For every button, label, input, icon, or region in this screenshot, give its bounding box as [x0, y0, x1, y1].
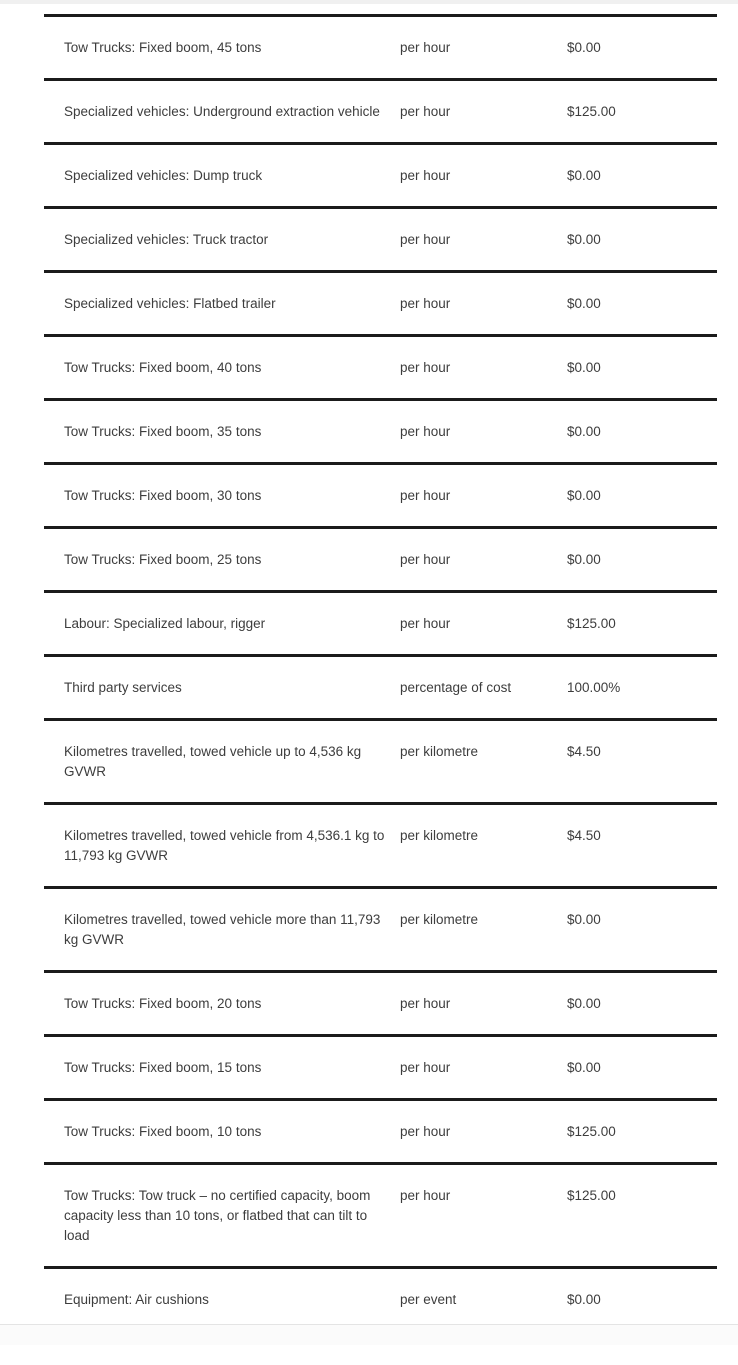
- service-name-cell: Tow Trucks: Tow truck – no certified capacity, boom capacity less than 10 tons, or flatbed that can tilt to load: [64, 1188, 371, 1243]
- service-name-cell: Tow Trucks: Fixed boom, 45 tons: [64, 40, 262, 55]
- service-name-cell: Tow Trucks: Fixed boom, 30 tons: [64, 488, 262, 503]
- unit-of-measure-cell: per hour: [400, 1124, 451, 1139]
- top-divider-strip: [0, 0, 738, 4]
- unit-of-measure-cell: per hour: [400, 1188, 451, 1203]
- service-name-cell: Specialized vehicles: Underground extraction vehicle: [64, 104, 380, 119]
- rate-value-cell: $0.00: [567, 1292, 601, 1307]
- rate-value-cell: $125.00: [567, 104, 616, 119]
- rate-row: [44, 1034, 717, 1098]
- rate-value-cell: $0.00: [567, 552, 601, 567]
- rate-row: [44, 718, 717, 802]
- rate-row: [44, 14, 717, 78]
- unit-of-measure-cell: per hour: [400, 168, 451, 183]
- rate-row: [44, 526, 717, 590]
- rate-value-cell: 100.00%: [567, 680, 621, 695]
- rate-value-cell: $0.00: [567, 1060, 601, 1075]
- unit-of-measure-cell: per event: [400, 1292, 457, 1307]
- rate-row: [44, 78, 717, 142]
- rate-value-cell: $125.00: [567, 1188, 616, 1203]
- unit-of-measure-cell: per hour: [400, 1060, 451, 1075]
- rate-value-cell: $0.00: [567, 296, 601, 311]
- unit-of-measure-cell: per kilometre: [400, 828, 479, 843]
- service-name-cell: Labour: Specialized labour, rigger: [64, 616, 266, 631]
- rate-value-cell: $0.00: [567, 168, 601, 183]
- unit-of-measure-cell: per hour: [400, 40, 451, 55]
- unit-of-measure-cell: per hour: [400, 424, 451, 439]
- service-name-cell: Tow Trucks: Fixed boom, 40 tons: [64, 360, 262, 375]
- unit-of-measure-cell: per hour: [400, 996, 451, 1011]
- service-name-cell: Tow Trucks: Fixed boom, 15 tons: [64, 1060, 262, 1075]
- rate-row: [44, 802, 717, 886]
- service-name-cell: Tow Trucks: Fixed boom, 20 tons: [64, 996, 262, 1011]
- service-name-cell: Tow Trucks: Fixed boom, 35 tons: [64, 424, 262, 439]
- service-name-cell: Kilometres travelled, towed vehicle more than 11,793 kg GVWR: [64, 912, 381, 947]
- service-name-cell: Specialized vehicles: Truck tractor: [64, 232, 269, 247]
- rate-row: [44, 1162, 717, 1266]
- rate-value-cell: $0.00: [567, 996, 601, 1011]
- unit-of-measure-cell: per hour: [400, 296, 451, 311]
- service-name-cell: Equipment: Air cushions: [64, 1292, 209, 1307]
- bottom-divider-rule: [0, 1324, 738, 1345]
- service-name-cell: Tow Trucks: Fixed boom, 10 tons: [64, 1124, 262, 1139]
- unit-of-measure-cell: per kilometre: [400, 744, 479, 759]
- unit-of-measure-cell: per hour: [400, 360, 451, 375]
- service-name-cell: Kilometres travelled, towed vehicle up to 4,536 kg GVWR: [64, 744, 362, 779]
- rate-value-cell: $0.00: [567, 488, 601, 503]
- unit-of-measure-cell: per hour: [400, 488, 451, 503]
- rate-row: [44, 1266, 717, 1324]
- rate-row: [44, 590, 717, 654]
- rate-row: [44, 970, 717, 1034]
- rate-row: [44, 142, 717, 206]
- unit-of-measure-cell: per hour: [400, 616, 451, 631]
- rate-value-cell: $0.00: [567, 232, 601, 247]
- rate-value-cell: $4.50: [567, 744, 601, 759]
- rate-row: [44, 886, 717, 970]
- service-name-cell: Tow Trucks: Fixed boom, 25 tons: [64, 552, 262, 567]
- rate-value-cell: $0.00: [567, 40, 601, 55]
- rate-value-cell: $0.00: [567, 360, 601, 375]
- rate-value-cell: $125.00: [567, 616, 616, 631]
- rate-value-cell: $0.00: [567, 424, 601, 439]
- rate-row: [44, 206, 717, 270]
- rate-row: [44, 334, 717, 398]
- service-name-cell: Specialized vehicles: Dump truck: [64, 168, 263, 183]
- rate-row: [44, 398, 717, 462]
- service-name-cell: Specialized vehicles: Flatbed trailer: [64, 296, 276, 311]
- unit-of-measure-cell: per hour: [400, 552, 451, 567]
- service-name-cell: Third party services: [64, 680, 182, 695]
- rate-value-cell: $125.00: [567, 1124, 616, 1139]
- service-name-cell: Kilometres travelled, towed vehicle from 4,536.1 kg to 11,793 kg GVWR: [64, 828, 385, 863]
- unit-of-measure-cell: per hour: [400, 104, 451, 119]
- unit-of-measure-cell: percentage of cost: [400, 680, 512, 695]
- unit-of-measure-cell: per hour: [400, 232, 451, 247]
- rate-value-cell: $0.00: [567, 912, 601, 927]
- rate-row: [44, 1098, 717, 1162]
- rate-row: [44, 654, 717, 718]
- unit-of-measure-cell: per kilometre: [400, 912, 479, 927]
- rate-value-cell: $4.50: [567, 828, 601, 843]
- rates-table: [44, 14, 717, 1324]
- rate-row: [44, 462, 717, 526]
- rate-row: [44, 270, 717, 334]
